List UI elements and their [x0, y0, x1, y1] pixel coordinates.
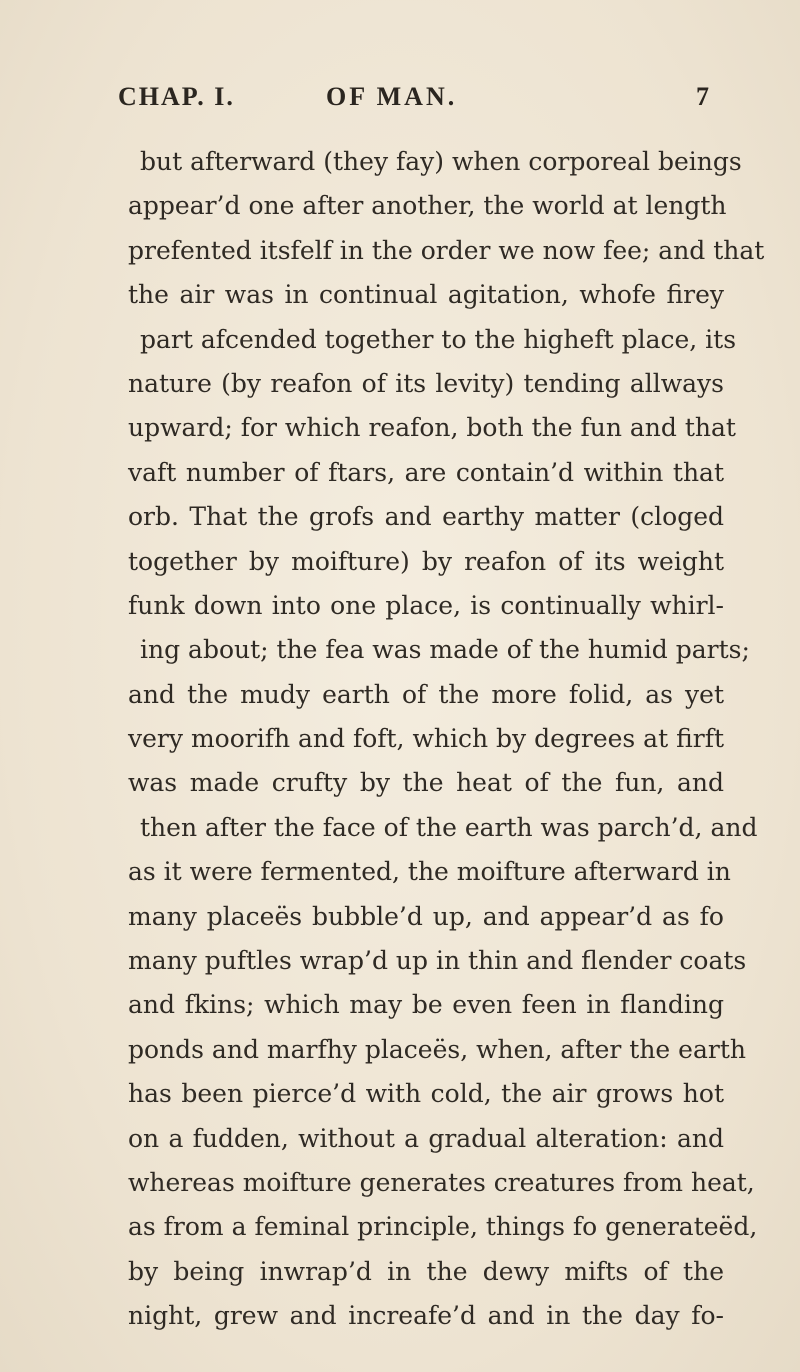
text-line: prefented itsfelf in the order we now fee; and that — [128, 235, 765, 265]
text-line: by being inwrap’d in the dewy mifts of the — [128, 1256, 724, 1286]
text-line: nature (by reafon of its levity) tending allways — [128, 368, 724, 398]
text-line: together by moifture) by reafon of its weight — [128, 546, 724, 576]
text-line: and the mudy earth of the more folid, as yet — [128, 679, 724, 709]
text-line: and fkins; which may be even feen in flanding — [128, 990, 724, 1020]
text-line: ing about; the fea was made of the humid parts; — [140, 635, 750, 665]
text-line: but afterward (they fay) when corporeal beings — [140, 147, 742, 176]
text-line: night, grew and increafe’d and in the day fo- — [128, 1301, 724, 1331]
text-line: on a fudden, without a gradual alteration: and — [128, 1123, 724, 1153]
text-line: as it were fermented, the moifture afterward in — [128, 857, 731, 887]
body-text — [128, 140, 765, 1339]
text-line: has been pierce’d with cold, the air grows hot — [128, 1079, 724, 1109]
page-title: OF MAN. — [326, 82, 458, 111]
text-line: part afcended together to the higheft place, its — [140, 324, 737, 354]
text-line: funk down into one place, is continually whirl- — [128, 590, 724, 620]
page-number: 7 — [696, 82, 711, 111]
text-line: ponds and marfhy placeës, when, after the earth — [128, 1034, 746, 1064]
text-line: very moorifh and foft, which by degrees at firft — [128, 724, 725, 754]
chapter-label: CHAP. I. — [118, 82, 235, 111]
text-line: many placeës bubble’d up, and appear’d as fo — [128, 901, 724, 931]
text-line: was made crufty by the heat of the fun, and — [128, 768, 724, 798]
running-head — [118, 82, 718, 122]
text-line: vaft number of ftars, are contain’d within that — [128, 457, 724, 487]
text-line: then after the face of the earth was parch’d, and — [140, 812, 758, 842]
text-line: many puftles wrap’d up in thin and flender coats — [128, 946, 747, 976]
text-line: whereas moifture generates creatures from heat, — [128, 1167, 755, 1197]
text-line: upward; for which reafon, both the fun and that — [128, 413, 736, 443]
text-line: the air was in continual agitation, whofe firey — [128, 280, 724, 310]
text-line: appear’d one after another, the world at length — [128, 191, 727, 221]
text-line: as from a feminal principle, things fo generateëd, — [128, 1212, 758, 1242]
text-line: orb. That the grofs and earthy matter (cloged — [128, 502, 724, 532]
